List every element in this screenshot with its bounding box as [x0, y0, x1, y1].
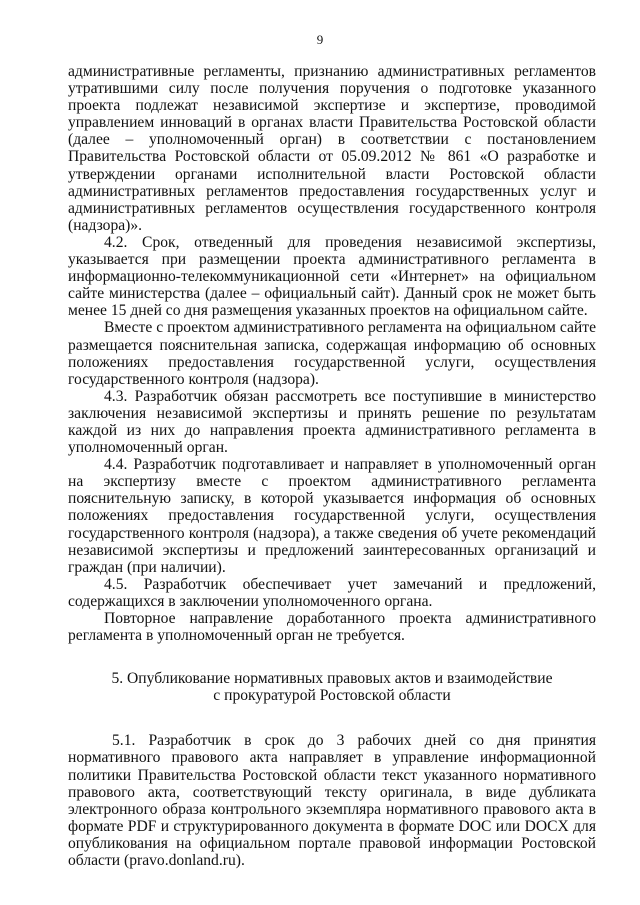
page-number: 9: [316, 32, 324, 47]
section-heading-line-1: 5. Опубликование нормативных правовых актов и взаимодействие: [111, 670, 553, 688]
document-body: [68, 63, 596, 869]
paragraph-continuation: административные регламенты, признанию административных регламентов утратившими силу после получения поручения о подготовке указанного проекта подлежат независимой экспертизе и экспертизе, проводимой управлением инноваций в органах власти Правительства Ростовской области (далее – уполномоченный орган) в соответствии с постановлением Правительства Ростовской области от 05.09.2012 № 861 «О разработке и утверждении органами исполнительной власти Ростовской области административных регламентов предоставления государственных услуг и административных регламентов осуществления государственного контроля (надзора)».: [68, 63, 596, 234]
section-heading-line-2: с прокуратурой Ростовской области: [213, 687, 451, 705]
paragraph-explanatory-note: Вместе с проектом административного регламента на официальном сайте размещается пояснительная записка, содержащая информацию об основных положениях предоставления государственной услуги, осуществления государственного контроля (надзора).: [68, 319, 596, 388]
paragraph-4-3: 4.3. Разработчик обязан рассмотреть все поступившие в министерство заключения независимой экспертизы и принять решение по результатам каждой из них до направления проекта административного регламента в уполномоченный орган.: [68, 387, 596, 457]
paragraph-4-5: 4.5. Разработчик обеспечивает учет замечаний и предложений, содержащихся в заключении уполномоченного органа.: [68, 575, 596, 610]
paragraph-repeat-submission: Повторное направление доработанного проекта административного регламента в уполномоченный орган не требуется.: [68, 610, 596, 645]
paragraph-4-4: 4.4. Разработчик подготавливает и направляет в уполномоченный орган на экспертизу вместе с проектом административного регламента пояснительную записку, в которой указывается информация об основных положениях предоставления государственной услуги, осуществления государственного контроля (надзора), а также сведения об учете рекомендаций независимой экспертизы и предложений заинтересованных организаций и граждан (при наличии).: [68, 456, 596, 576]
paragraph-5-1: 5.1. Разработчик в срок до 3 рабочих дней со дня принятия нормативного правового акта направляет в управление информационной политики Правительства Ростовской области текст указанного нормативного правового акта, соответствующий тексту оригинала, в виде дубликата электронного образа контрольного экземпляра нормативного правового акта в формате PDF и структурированного документа в формате DOC или DOCX для опубликования на официальном портале правовой информации Ростовской области (pravo.donland.ru).: [68, 732, 596, 870]
paragraph-4-2: 4.2. Срок, отведенный для проведения независимой экспертизы, указывается при размещении проекта административного регламента в информационно-телекоммуникационной сети «Интернет» на официальном сайте министерства (далее – официальный сайт). Данный срок не может быть менее 15 дней со дня размещения указанных проектов на официальном сайте.: [68, 233, 596, 320]
section-5-heading: [68, 670, 596, 704]
